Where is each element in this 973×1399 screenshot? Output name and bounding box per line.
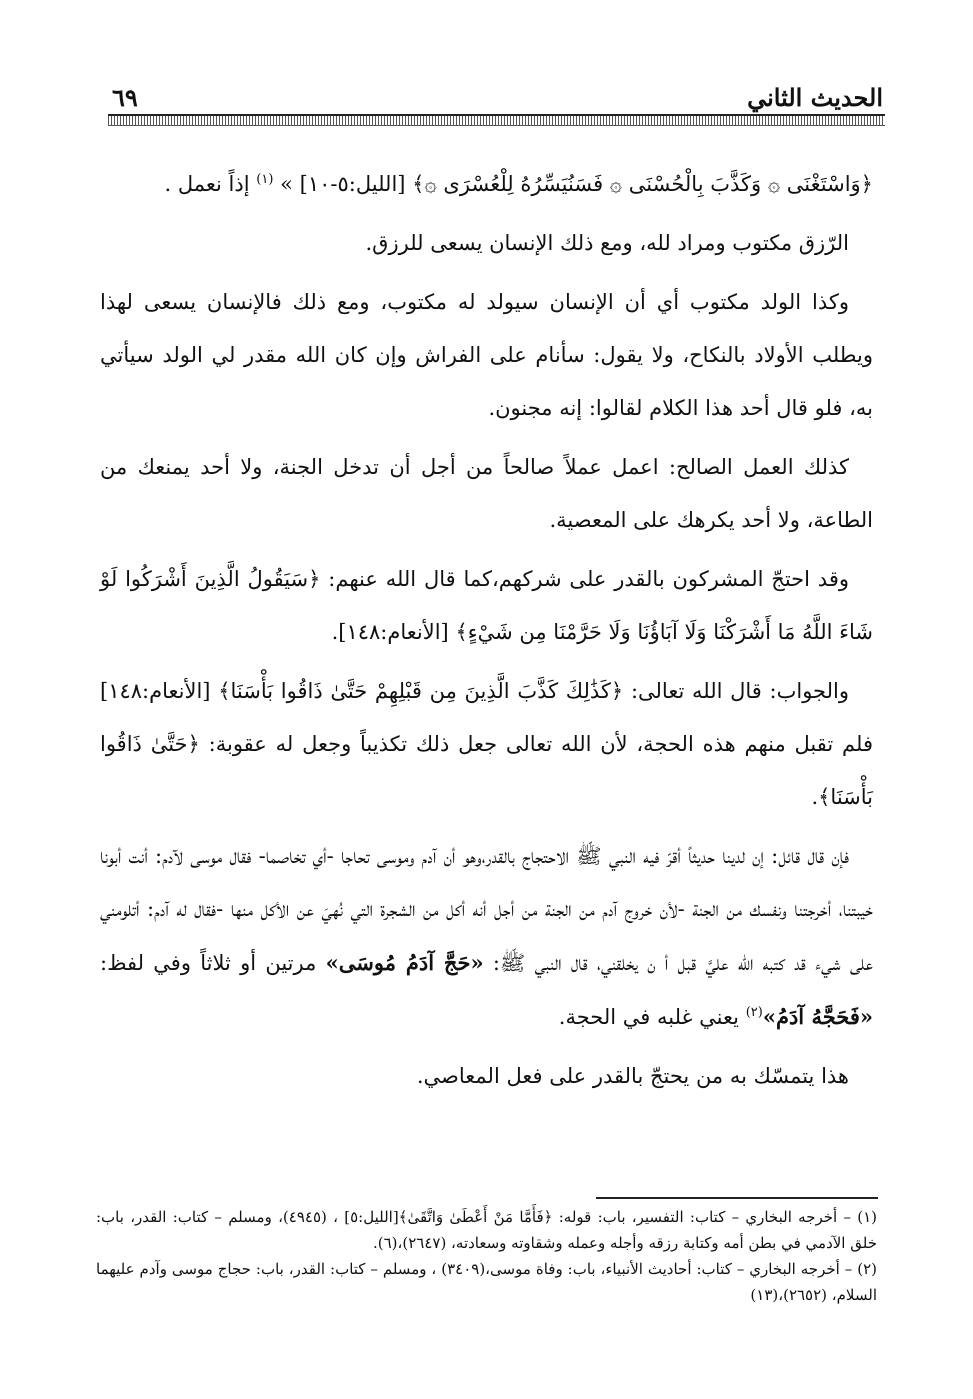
running-title: الحديث الثاني <box>747 83 883 112</box>
quran-verse-anam-1: ﴿سَيَقُولُ الَّذِينَ أَشْرَكُوا لَوْ شَاءَ اللَّهُ مَا أَشْرَكْنَا وَلَا آبَاؤُنَا وَلَا حَرَّمْنَا مِن شَيْءٍ﴾ <box>100 567 873 644</box>
paragraph-6-intro: والجواب: قال الله تعالى: <box>630 679 849 703</box>
paragraph-8: هذا يتمسّك به من يحتجّ بالقدر على فعل المعاصي. <box>416 1064 849 1088</box>
paragraph-7-mid: مرتين أو ثلاثاً وفي لفظ: <box>100 951 317 975</box>
paragraph-2: الرّزق مكتوب ومراد لله، ومع ذلك الإنسان يسعى للرزق. <box>365 231 849 255</box>
paragraph-4: كذلك العمل الصالح: اعمل عملاً صالحاً من أجل أن تدخل الجنة، ولا أحد يمنعك من الطاعة، ولا أحد يكرهك على المعصية. <box>100 455 873 532</box>
hadith-quote-1: «حَجَّ آدَمُ مُوسَى» <box>325 950 484 975</box>
body-text <box>100 158 873 1109</box>
paragraph-1 <box>100 158 873 211</box>
footnote-separator <box>596 1197 878 1199</box>
quran-verse-anam-3: ﴿حَتَّىٰ ذَاقُوا بَأْسَنَا﴾. <box>100 732 873 809</box>
footnote-marker-2[interactable]: (٢) <box>745 1005 763 1020</box>
page-header <box>112 78 883 112</box>
page-number: ٦٩ <box>112 83 138 112</box>
footnote-2: (٢) – أخرجه البخاري – كتاب: أحاديث الأنبياء، باب: وفاة موسى،(٣٤٠٩) ، ومسلم – كتاب: القدر، باب: حجاج موسى وآدم عليهما السلام، (٢٦٥٢)،(١٣) <box>96 1260 877 1304</box>
verse-reference-1: [الأنعام:١٤٨]. <box>331 620 449 644</box>
paragraph-5-intro: وقد احتجّ المشركون بالقدر على شركهم،كما قال الله عنهم: <box>328 567 849 591</box>
footnotes <box>96 1204 877 1308</box>
footnote-1: (١) – أخرجه البخاري – كتاب: التفسير، باب: قوله: ﴿فَأَمَّا مَنْ أَعْطَىٰ وَاتَّقَىٰ﴾[الليل:٥] ، (٤٩٤٥)، ومسلم – كتاب: القدر، باب: خلق الآدمي في بطن أمه وكتابة رزقه وأجله وعمله وشقاوته وسعادته، (٢٦٤٧)،(٦). <box>96 1208 877 1252</box>
quran-verse-anam-2: ﴿كَذَٰلِكَ كَذَّبَ الَّذِينَ مِن قَبْلِهِمْ حَتَّىٰ ذَاقُوا بَأْسَنَا﴾ <box>218 679 624 703</box>
header-rule <box>108 114 885 126</box>
paragraph-3: وكذا الولد مكتوب أي أن الإنسان سيولد له مكتوب، ومع ذلك فالإنسان يسعى لهذا ويطلب الأولاد بالنكاح، ولا يقول: سأنام على الفراش وإن كان الله مقدر لي الولد سيأتي به، فلو قال أحد هذا الكلام لقالوا: إنه مجنون. <box>100 290 873 420</box>
paragraph-5 <box>100 553 873 659</box>
quran-verse-al-layl: ﴿وَاسْتَغْنَى ۞ وَكَذَّبَ بِالْحُسْنَى ۞ فَسَنُيَسِّرُهُ لِلْعُسْرَى ۞﴾ [الليل:٥-١٠] » <box>280 172 873 196</box>
paragraph-7-body: فإن قال قائل: إن لدينا حديثاً أقرّ فيه النبي ﷺ الاحتجاج بالقدر،وهو أن آدم وموسى تحاجا -أي تخاصما- فقال موسى لآدم: أنت أبونا خيبتنا، أخرجتنا ونفسك من الجنة -لأن خروج آدم من الجنة من أجل أنه أكل من الشجرة التي نُهيَ عن الأكل منها -فقال له آدم: أتلومني على شيء قد كتبه الله عليَّ قبل أ ن يخلقني، قال النبي ﷺ: <box>100 844 873 975</box>
paragraph-1-tail: إذاً نعمل . <box>164 172 250 196</box>
paragraph-6-body: [الأنعام:١٤٨] فلم تقبل منهم هذه الحجة، لأن الله تعالى جعل ذلك تكذيباً وجعل له عقوبة: <box>100 679 873 756</box>
paragraph-7 <box>100 830 873 1044</box>
footnote-marker-1[interactable]: (١) <box>256 172 274 187</box>
hadith-quote-2: «فَحَجَّهُ آدَمُ» <box>762 1004 873 1029</box>
paragraph-6 <box>100 665 873 824</box>
paragraph-7-tail: يعني غلبه في الحجة. <box>558 1005 739 1029</box>
